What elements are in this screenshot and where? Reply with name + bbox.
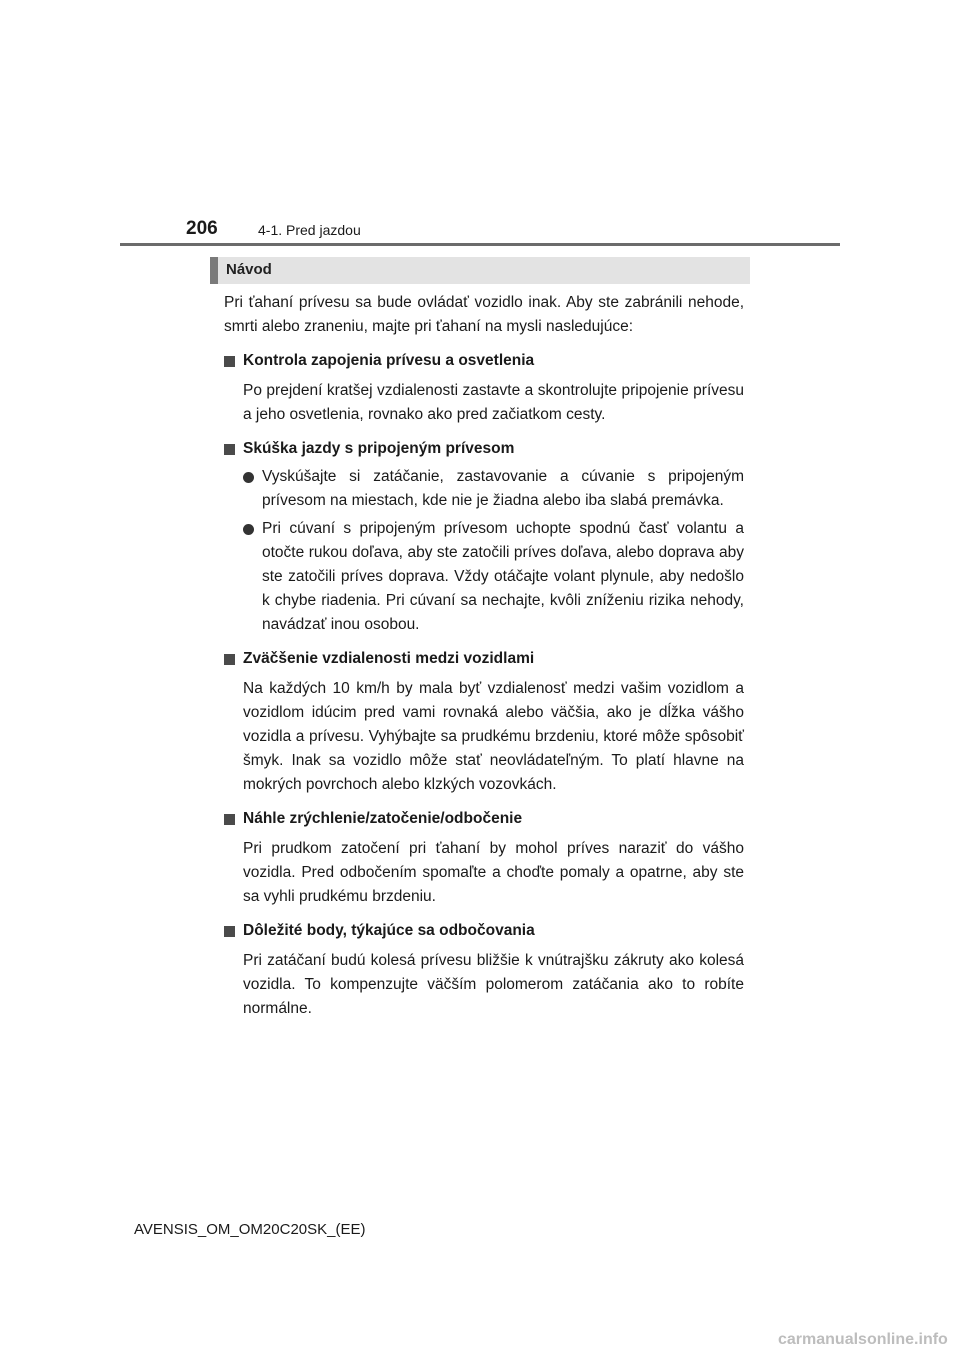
caution-content [224, 291, 744, 1031]
document-code-footer: AVENSIS_OM_OM20C20SK_(EE) [134, 1221, 366, 1238]
section-heading [224, 349, 744, 373]
caution-title-bar [210, 257, 750, 284]
section-body: Na každých 10 km/h by mala byť vzdialenosť medzi vašim vozidlom a vozidlom idúcim pred vami rovnaká alebo väčšia, ako je dĺžka vášho vozidla a prívesu. Vyhýbajte sa prudkému brzdeniu, ktoré môže spôsobiť šmyk. Inak sa vozidlo môže stať neovládateľným. To platí hlavne na mokrých povrchoch alebo klzkých vozovkách. [243, 680, 744, 793]
square-bullet-icon [224, 926, 235, 937]
round-bullet-icon [243, 472, 254, 483]
square-bullet-icon [224, 444, 235, 455]
section-body: Po prejdení kratšej vzdialenosti zastavte a skontrolujte pripojenie prívesu a jeho osvetlenia, rovnako ako pred začiatkom cesty. [243, 382, 744, 423]
section-body: Pri prudkom zatočení pri ťahaní by mohol príves naraziť do vášho vozidla. Pred odbočením spomaľte a choďte pomaly a opatrne, aby ste sa vyhli prudkému brzdeniu. [243, 840, 744, 905]
section-heading-text: Náhle zrýchlenie/zatočenie/odbočenie [243, 810, 523, 827]
section-connection-check [224, 349, 744, 427]
section-heading [224, 647, 744, 671]
list-item-text: Vyskúšajte si zatáčanie, zastavovanie a cúvanie s pripojeným prívesom na miestach, kde nie je žiadna alebo iba slabá premávka. [262, 468, 744, 509]
section-heading-text: Dôležité body, týkajúce sa odbočovania [243, 922, 535, 939]
section-heading-text: Zväčšenie vzdialenosti medzi vozidlami [243, 650, 535, 667]
square-bullet-icon [224, 814, 235, 825]
list-item [243, 465, 744, 513]
watermark: carmanualsonline.info [778, 1331, 948, 1348]
list-item-text: Pri cúvaní s pripojeným prívesom uchopte spodnú časť volantu a otočte rukou doľava, aby ste zatočili príves doľava, alebo doprava aby ste zatočili príves doprava. Vždy otáčajte volant plynule, aby nedošlo k chybe riadenia. Pri cúvaní sa nechajte, kvôli zníženiu rizika nehody, navádzať inou osobou. [262, 520, 744, 633]
section-sudden-maneuvers [224, 807, 744, 909]
page-number: 206 [186, 218, 218, 239]
round-bullet-icon [243, 524, 254, 535]
section-heading [224, 437, 744, 461]
section-heading-text: Kontrola zapojenia prívesu a osvetlenia [243, 352, 535, 369]
section-distance [224, 647, 744, 797]
section-heading-text: Skúška jazdy s pripojeným prívesom [243, 440, 515, 457]
header-divider [120, 243, 840, 246]
list-item [243, 517, 744, 637]
section-turning [224, 919, 744, 1021]
section-heading [224, 807, 744, 831]
section-test-drive [224, 437, 744, 637]
square-bullet-icon [224, 654, 235, 665]
square-bullet-icon [224, 356, 235, 367]
caution-title: Návod [226, 261, 272, 278]
section-body: Pri zatáčaní budú kolesá prívesu bližšie k vnútrajšku zákruty ako kolesá vozidla. To kompenzujte väčším polomerom zatáčania ako to robíte normálne. [243, 952, 744, 1017]
section-heading [224, 919, 744, 943]
section-label: 4-1. Pred jazdou [258, 222, 361, 238]
intro-paragraph: Pri ťahaní prívesu sa bude ovládať vozidlo inak. Aby ste zabránili nehode, smrti alebo zraneniu, majte pri ťahaní na mysli nasledujúce: [224, 294, 744, 335]
section-body [238, 465, 744, 637]
